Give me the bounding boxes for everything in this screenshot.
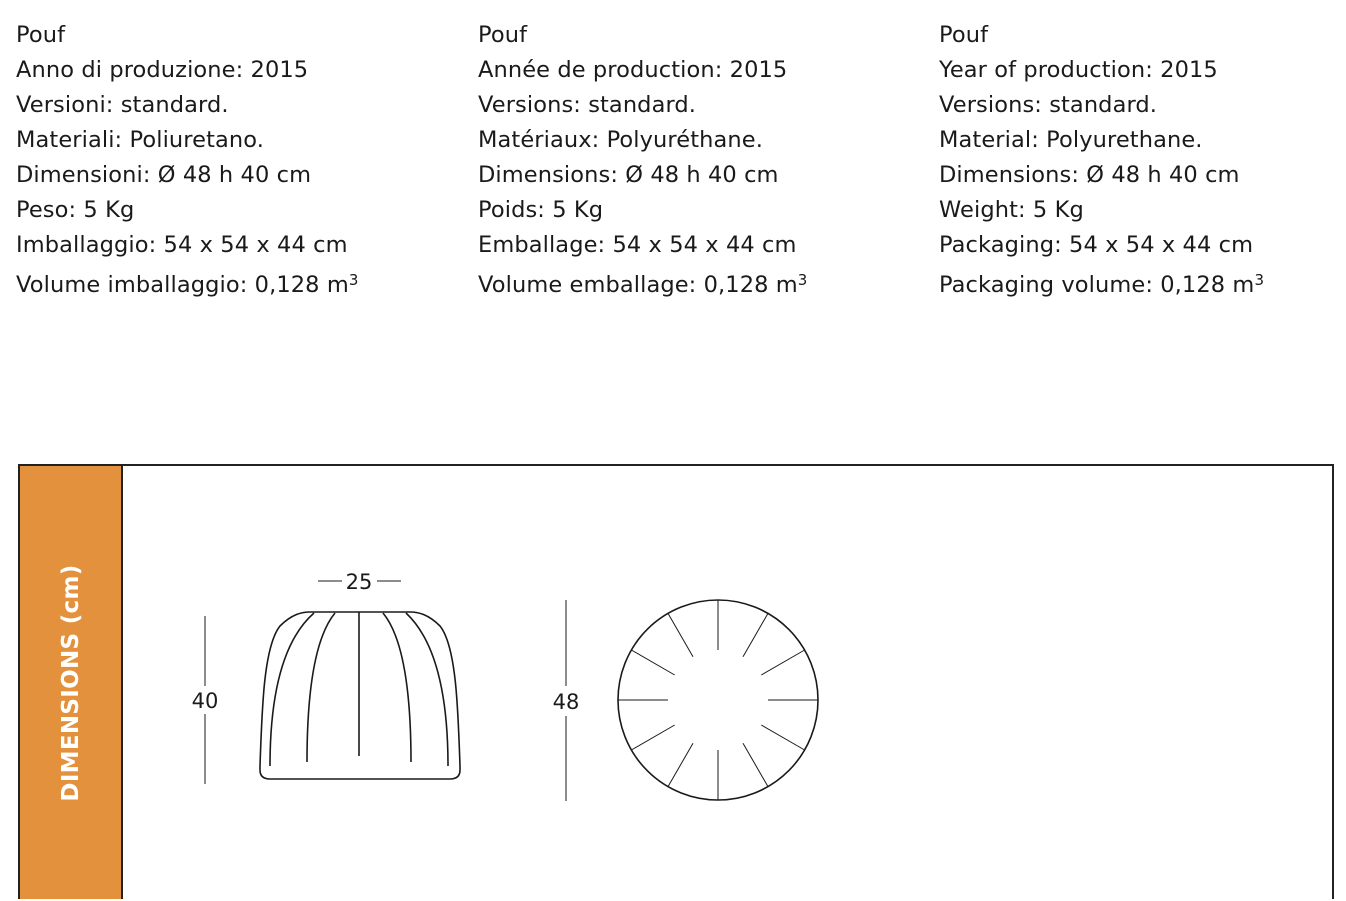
packaging: Imballaggio: 54 x 54 x 44 cm xyxy=(16,232,348,258)
dimensions-panel xyxy=(18,464,1334,899)
top-rib-line xyxy=(668,743,693,786)
product-name: Pouf xyxy=(939,22,989,48)
weight: Weight: 5 Kg xyxy=(939,197,1084,223)
top-rib-line xyxy=(743,613,768,656)
versions: Versions: standard. xyxy=(939,92,1158,118)
dimensions-title: DIMENSIONS (cm) xyxy=(57,563,84,802)
product-name: Pouf xyxy=(478,22,528,48)
production-year: Year of production: 2015 xyxy=(939,57,1218,83)
weight: Peso: 5 Kg xyxy=(16,197,135,223)
top-rib-line xyxy=(761,650,804,675)
packaging-volume-text: Packaging volume: 0,128 m xyxy=(939,272,1255,298)
pouf-side-rib xyxy=(307,613,335,762)
packaging-volume-text: Volume imballaggio: 0,128 m xyxy=(16,272,349,298)
pouf-side-view xyxy=(260,612,460,779)
dimensions: Dimensions: Ø 48 h 40 cm xyxy=(478,162,779,188)
production-year: Année de production: 2015 xyxy=(478,57,788,83)
top-rib-line xyxy=(743,743,768,786)
pouf-side-outline xyxy=(260,612,460,779)
dimensions: Dimensions: Ø 48 h 40 cm xyxy=(939,162,1240,188)
cubic-superscript: 3 xyxy=(1254,271,1265,289)
spec-column-italian xyxy=(16,18,359,303)
packaging-volume xyxy=(939,263,1264,303)
pouf-top-ribs xyxy=(618,600,818,800)
versions: Versioni: standard. xyxy=(16,92,229,118)
cubic-superscript: 3 xyxy=(348,271,359,289)
versions: Versions: standard. xyxy=(478,92,697,118)
packaging-volume xyxy=(478,263,807,303)
spec-column-english xyxy=(939,18,1264,303)
diameter-dimension-label: 48 xyxy=(552,690,580,714)
material: Material: Polyurethane. xyxy=(939,127,1203,153)
product-name: Pouf xyxy=(16,22,66,48)
spec-column-french xyxy=(478,18,807,303)
production-year: Anno di produzione: 2015 xyxy=(16,57,309,83)
top-rib-line xyxy=(761,725,804,750)
top-rib-line xyxy=(631,650,674,675)
packaging-volume-text: Volume emballage: 0,128 m xyxy=(478,272,798,298)
height-dimension-label: 40 xyxy=(191,689,219,713)
packaging: Emballage: 54 x 54 x 44 cm xyxy=(478,232,797,258)
pouf-side-rib xyxy=(406,613,448,766)
weight: Poids: 5 Kg xyxy=(478,197,604,223)
pouf-side-rib xyxy=(383,613,411,762)
cubic-superscript: 3 xyxy=(797,271,808,289)
packaging-volume xyxy=(16,263,359,303)
material: Matériaux: Polyuréthane. xyxy=(478,127,763,153)
material: Materiali: Poliuretano. xyxy=(16,127,264,153)
packaging: Packaging: 54 x 54 x 44 cm xyxy=(939,232,1254,258)
top-rib-line xyxy=(631,725,674,750)
top-rib-line xyxy=(668,613,693,656)
dimensions: Dimensioni: Ø 48 h 40 cm xyxy=(16,162,312,188)
technical-drawing xyxy=(20,466,1332,901)
width-dimension-label: 25 xyxy=(345,570,373,594)
